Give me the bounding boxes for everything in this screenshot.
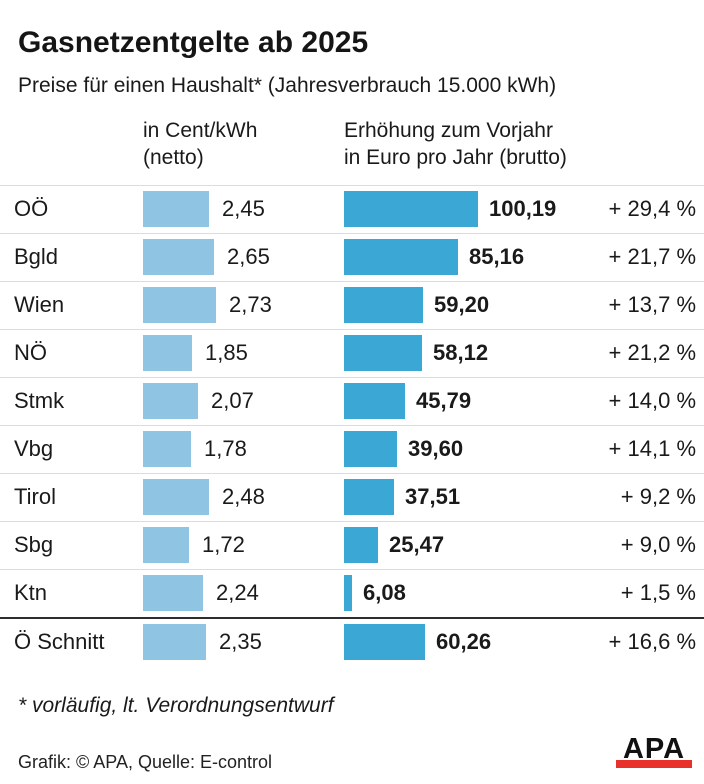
percent-value: + 1,5 %	[620, 580, 696, 605]
cent-bar	[143, 383, 198, 419]
cent-bar	[143, 624, 206, 660]
euro-value: 37,51	[405, 484, 461, 509]
percent-value: + 21,7 %	[608, 244, 696, 269]
column-header-cent	[143, 117, 257, 171]
table-row	[0, 233, 704, 281]
cent-value: 2,48	[222, 484, 265, 509]
cent-bar	[143, 527, 189, 563]
euro-bar	[344, 191, 478, 227]
percent-value: + 29,4 %	[608, 196, 696, 221]
table-row	[0, 185, 704, 233]
euro-value: 45,79	[416, 388, 472, 413]
region-label: OÖ	[14, 196, 49, 221]
table-row	[0, 329, 704, 377]
cent-bar	[143, 335, 192, 371]
region-label: Bgld	[14, 244, 59, 269]
column-header-euro	[344, 117, 567, 171]
region-label: Vbg	[14, 436, 54, 461]
cent-value: 1,78	[204, 436, 247, 461]
euro-value: 60,26	[436, 629, 492, 654]
euro-bar	[344, 287, 423, 323]
apa-logo-text: APA	[622, 733, 686, 765]
percent-value: + 16,6 %	[608, 629, 696, 654]
euro-bar	[344, 479, 394, 515]
credit-line: Grafik: © APA, Quelle: E-control	[18, 752, 273, 772]
apa-logo	[616, 733, 692, 768]
column-header-cent-line2: (netto)	[143, 146, 204, 169]
table-row	[0, 521, 704, 569]
euro-value: 100,19	[489, 196, 557, 221]
column-header-cent-line1: in Cent/kWh	[143, 119, 258, 142]
percent-value: + 13,7 %	[608, 292, 696, 317]
percent-value: + 21,2 %	[608, 340, 696, 365]
euro-value: 85,16	[469, 244, 525, 269]
cent-bar	[143, 575, 203, 611]
euro-value: 6,08	[363, 580, 406, 605]
column-header-euro-line1: Erhöhung zum Vorjahr	[344, 119, 553, 142]
percent-value: + 9,0 %	[620, 532, 696, 557]
euro-value: 59,20	[434, 292, 490, 317]
cent-bar	[143, 479, 209, 515]
euro-bar	[344, 527, 378, 563]
percent-value: + 9,2 %	[620, 484, 696, 509]
region-label: Ktn	[14, 580, 48, 605]
percent-value: + 14,1 %	[608, 436, 696, 461]
table-row	[0, 473, 704, 521]
euro-bar	[344, 624, 425, 660]
cent-value: 2,07	[211, 388, 254, 413]
cent-bar	[143, 431, 191, 467]
euro-value: 25,47	[389, 532, 445, 557]
cent-value: 2,35	[219, 629, 262, 654]
table-row	[0, 281, 704, 329]
table-row	[0, 377, 704, 425]
footnote: * vorläufig, lt. Verordnungsentwurf	[18, 694, 334, 717]
cent-value: 2,65	[227, 244, 270, 269]
euro-bar	[344, 335, 422, 371]
region-label: Stmk	[14, 388, 65, 413]
region-label: Tirol	[14, 484, 56, 509]
euro-bar	[344, 431, 397, 467]
column-header-euro-line2: in Euro pro Jahr (brutto)	[344, 146, 567, 169]
cent-value: 1,72	[202, 532, 245, 557]
region-label: Wien	[14, 292, 65, 317]
region-label: NÖ	[14, 340, 47, 365]
euro-bar	[344, 575, 352, 611]
table-row	[0, 569, 704, 617]
cent-value: 2,24	[216, 580, 259, 605]
cent-value: 1,85	[205, 340, 248, 365]
cent-value: 2,73	[229, 292, 272, 317]
euro-bar	[344, 383, 405, 419]
table-row	[0, 425, 704, 473]
region-label: Ö Schnitt	[14, 629, 105, 654]
subtitle: Preise für einen Haushalt* (Jahresverbrauch 15.000 kWh)	[18, 74, 557, 97]
region-label: Sbg	[14, 532, 54, 557]
euro-value: 39,60	[408, 436, 464, 461]
euro-value: 58,12	[433, 340, 489, 365]
euro-bar	[344, 239, 458, 275]
table-row	[0, 617, 704, 666]
page-title: Gasnetzentgelte ab 2025	[18, 26, 369, 59]
cent-bar	[143, 287, 216, 323]
cent-bar	[143, 239, 214, 275]
cent-bar	[143, 191, 209, 227]
cent-value: 2,45	[222, 196, 265, 221]
percent-value: + 14,0 %	[608, 388, 696, 413]
chart-rows	[0, 185, 704, 666]
